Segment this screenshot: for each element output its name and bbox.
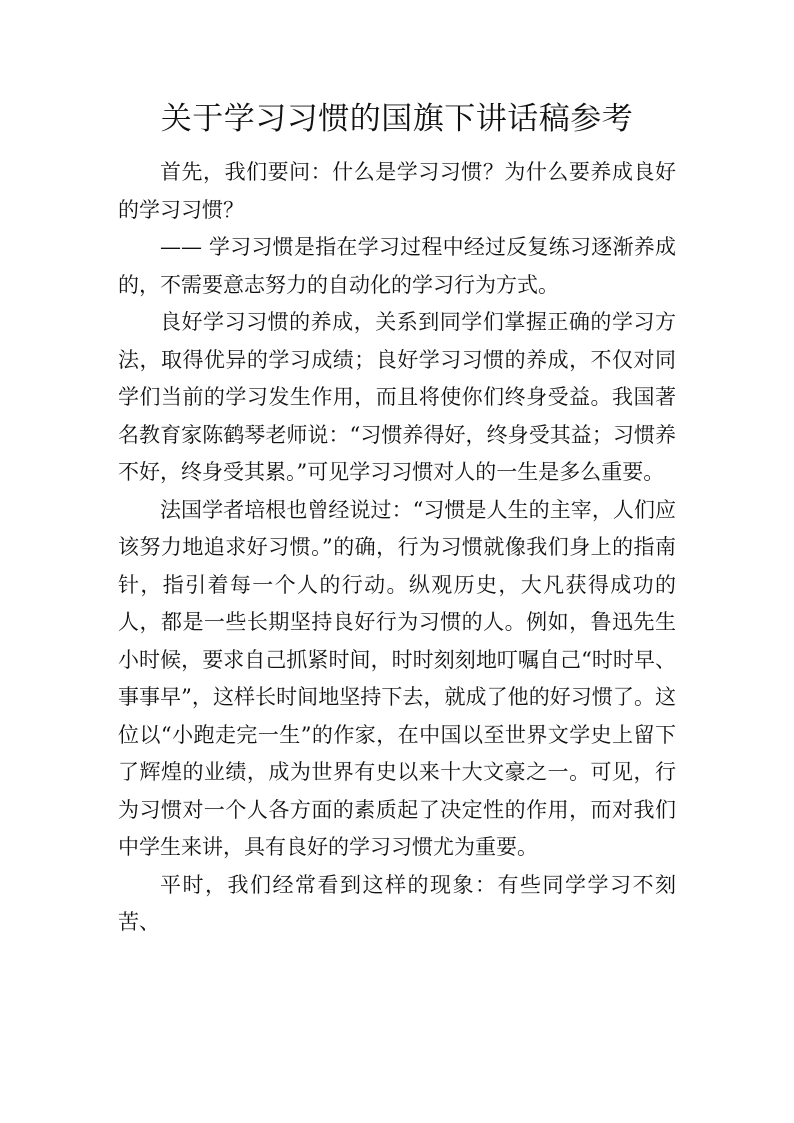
document-body [118,154,676,942]
document-title: 关于学习习惯的国旗下讲话稿参考 [160,101,634,137]
paragraph: 法国学者培根也曾经说过：“习惯是人生的主宰，人们应该努力地追求好习惯。”的确，行为习惯就像我们身上的指南针，指引着每一个人的行动。纵观历史，大凡获得成功的人，都是一些长期坚持良好行为习惯的人。例如，鲁迅先生小时候，要求自己抓紧时间，时时刻刻地叮嘱自己“时时早、事事早”，这样长时间地坚持下去，就成了他的好习惯了。这位以“小跑走完一生”的作家，在中国以至世界文学史上留下了辉煌的业绩，成为世界有史以来十大文豪之一。可见，行为习惯对一个人各方面的素质起了决定性的作用，而对我们中学生来讲，具有良好的学习习惯尤为重要。 [118,497,676,859]
paragraph: 平时，我们经常看到这样的现象：有些同学学习不刻苦、 [118,872,676,934]
paragraph: 首先，我们要问：什么是学习习惯？为什么要养成良好的学习习惯？ [118,160,676,222]
paragraph: —— 学习习惯是指在学习过程中经过反复练习逐渐养成的，不需要意志努力的自动化的学习行为方式。 [118,235,676,297]
paragraph: 良好学习习惯的养成，关系到同学们掌握正确的学习方法，取得优异的学习成绩；良好学习习惯的养成，不仅对同学们当前的学习发生作用，而且将使你们终身受益。我国著名教育家陈鹤琴老师说：“习惯养得好，终身受其益；习惯养不好，终身受其累。”可见学习习惯对人的一生是多么重要。 [118,310,676,484]
